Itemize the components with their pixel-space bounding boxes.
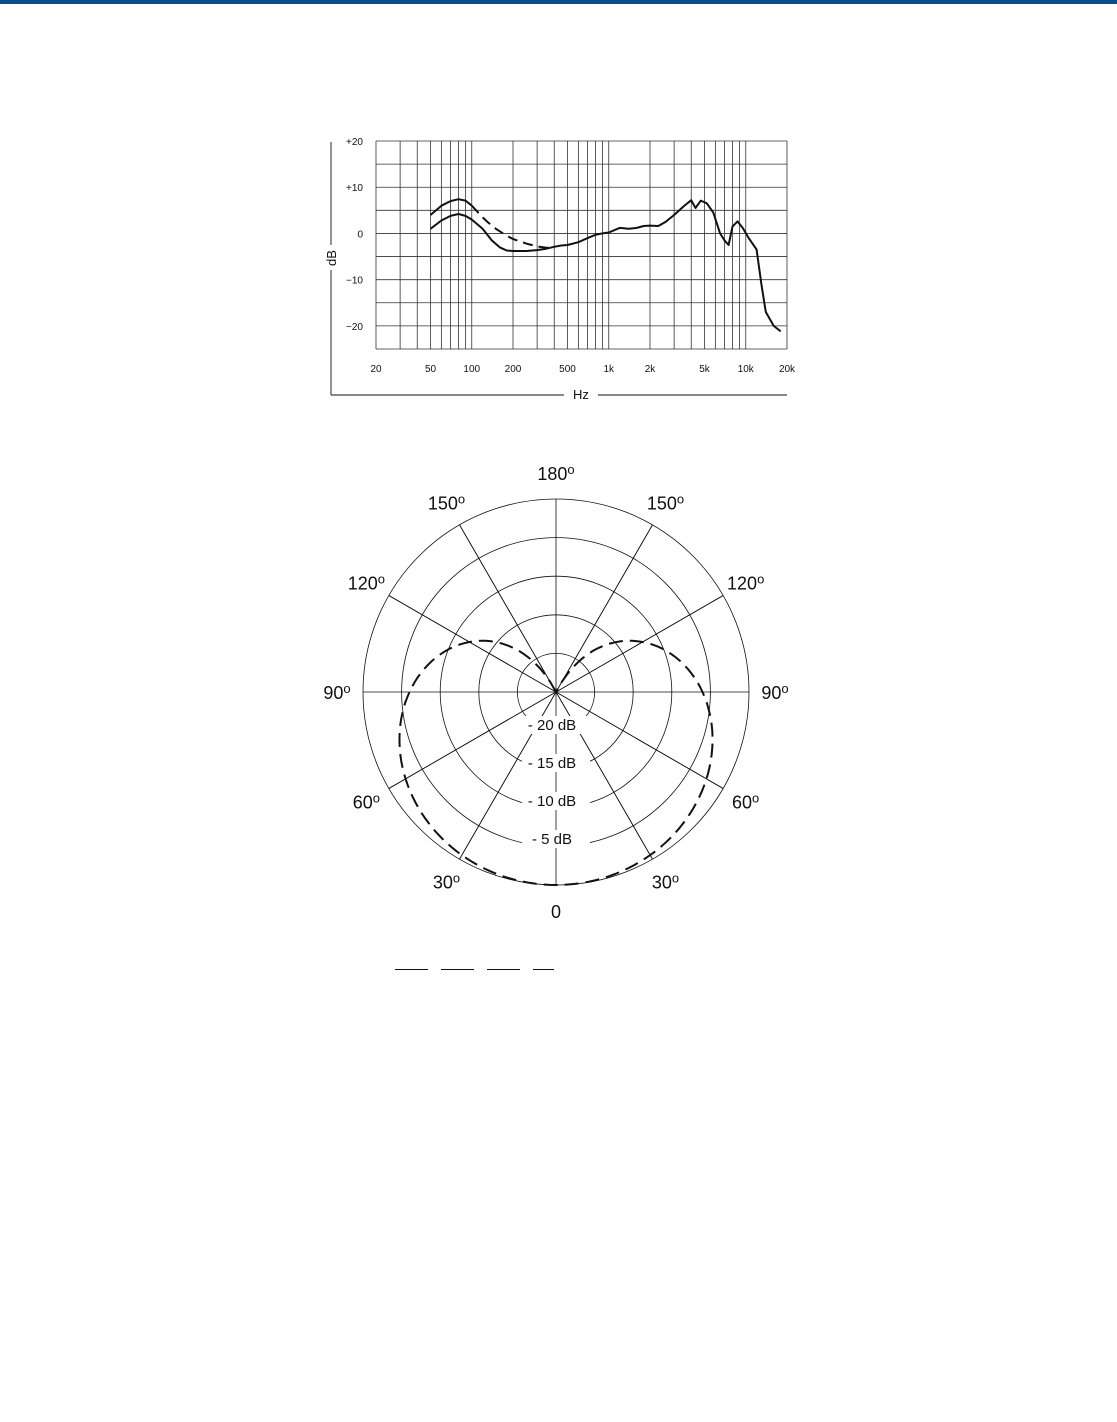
legend-dash [395, 969, 428, 970]
angle-label: 120$^o$ [347, 571, 385, 594]
angle-label: 120$^o$ [727, 571, 765, 594]
x-axis-label: Hz [573, 387, 589, 402]
x-tick-label: 20k [778, 364, 796, 375]
x-tick-label: 500 [559, 364, 576, 375]
y-tick-label: −10 [346, 275, 363, 287]
x-tick-label: 2k [644, 364, 656, 375]
legend-dash [487, 969, 520, 970]
legend-dash [533, 969, 554, 970]
x-tick-label: 10k [737, 364, 754, 375]
angle-label: 150$^o$ [427, 491, 466, 514]
y-tick-label: +20 [346, 137, 363, 148]
ring-label: - 10 dB [527, 793, 577, 810]
angle-label: 60$^o$ [352, 790, 380, 813]
angle-label: 150$^o$ [646, 491, 685, 514]
y-tick-label: +10 [346, 183, 363, 195]
y-axis-label: dB [324, 250, 339, 266]
angle-label: 180$^o$ [537, 462, 575, 484]
x-tick-label: 5k [699, 364, 710, 375]
x-tick-label: 200 [504, 364, 522, 375]
y-tick-label: 0 [357, 229, 363, 241]
legend-dash [441, 969, 474, 970]
angle-label: 0 [550, 902, 562, 922]
angle-label: 30$^o$ [651, 870, 680, 893]
x-tick-label: 1k [603, 364, 615, 375]
ring-label: - 15 dB [527, 755, 577, 772]
x-tick-label: 50 [424, 364, 437, 375]
angle-label: 90$^o$ [761, 681, 789, 703]
x-tick-label: 20 [370, 364, 382, 375]
x-tick-label: 100 [463, 364, 481, 375]
ring-label: - 20 dB [527, 717, 577, 734]
ring-label: - 5 dB [531, 831, 573, 848]
y-tick-label: −20 [346, 321, 363, 333]
angle-label: 90$^o$ [323, 681, 351, 703]
angle-label: 30$^o$ [432, 870, 461, 893]
angle-label: 60$^o$ [732, 790, 760, 813]
